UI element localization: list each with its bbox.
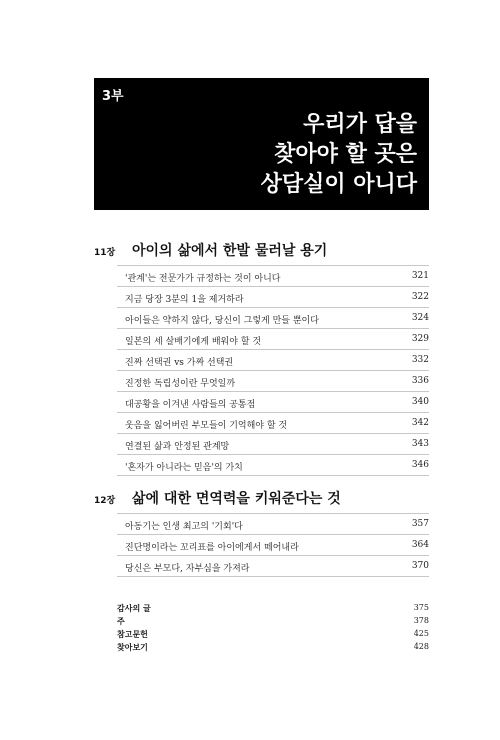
chapter-11 <box>94 240 429 476</box>
entry-page: 324 <box>411 313 429 323</box>
chapter-heading <box>94 240 429 264</box>
entry-title: '관계'는 전문가가 규정하는 것이 아니다 <box>125 274 281 284</box>
entry-title: 일본의 세 살배기에게 배워야 할 것 <box>125 337 262 347</box>
entry-title: 당신은 부모다, 자부심을 가져라 <box>125 564 250 574</box>
entry-title: 아이들은 약하지 않다, 당신이 그렇게 만들 뿐이다 <box>125 316 319 326</box>
back-matter-page: 378 <box>413 616 429 625</box>
entry-title: '혼자가 아니라는 믿음'의 가치 <box>125 463 243 473</box>
part-title-line: 찾아야 할 곳은 <box>274 142 417 167</box>
chapter-entries <box>117 513 429 577</box>
entry-page: 332 <box>411 355 429 365</box>
entry-page: 340 <box>411 397 429 407</box>
chapter-entries <box>117 265 429 476</box>
back-matter-page: 425 <box>413 629 429 638</box>
entry-title: 웃음을 잃어버린 부모들이 기억해야 할 것 <box>125 421 288 431</box>
chapter-title: 아이의 삶에서 한발 물러날 용기 <box>132 243 328 259</box>
back-matter-item[interactable] <box>117 615 429 628</box>
entry-title: 지금 당장 3분의 1을 제거하라 <box>125 295 244 305</box>
entry-page: 370 <box>411 561 429 571</box>
chapter-heading <box>94 488 429 512</box>
back-matter-page: 428 <box>413 642 429 651</box>
toc-entry[interactable] <box>117 265 429 287</box>
chapter-number: 11장 <box>94 248 116 258</box>
entry-page: 322 <box>411 292 429 302</box>
toc-entry[interactable] <box>117 308 429 329</box>
toc-entry[interactable] <box>117 329 429 350</box>
part-title-line: 상담실이 아니다 <box>260 172 417 197</box>
toc-entry[interactable] <box>117 455 429 476</box>
toc-entry[interactable] <box>117 287 429 308</box>
entry-page: 321 <box>411 271 429 281</box>
toc-entry[interactable] <box>117 392 429 413</box>
chapter-number: 12장 <box>94 496 116 506</box>
entry-title: 진단명이라는 꼬리표를 아이에게서 떼어내라 <box>125 543 299 553</box>
entry-page: 364 <box>411 540 429 550</box>
entry-page: 329 <box>411 334 429 344</box>
toc-entry[interactable] <box>117 556 429 577</box>
part-title <box>261 110 417 200</box>
entry-page: 357 <box>411 519 429 529</box>
back-matter-page: 375 <box>413 603 429 612</box>
entry-page: 343 <box>411 439 429 449</box>
back-matter-title: 참고문헌 <box>117 630 148 639</box>
back-matter-title: 감사의 글 <box>117 604 151 613</box>
toc-entry[interactable] <box>117 413 429 434</box>
chapter-title: 삶에 대한 면역력을 키워준다는 것 <box>132 491 341 507</box>
toc-entry[interactable] <box>117 371 429 392</box>
part-label: 3부 <box>102 89 124 104</box>
toc-entry[interactable] <box>117 350 429 371</box>
entry-title: 대공황을 이겨낸 사람들의 공통점 <box>125 400 256 410</box>
entry-title: 아동기는 인생 최고의 '기회'다 <box>125 522 243 532</box>
entry-title: 연결된 삶과 안정된 관계망 <box>125 442 230 452</box>
part-banner <box>94 78 429 210</box>
back-matter-title: 찾아보기 <box>117 643 148 652</box>
entry-title: 진짜 선택권 vs 가짜 선택권 <box>125 358 234 368</box>
toc-entry[interactable] <box>117 513 429 535</box>
back-matter-item[interactable] <box>117 641 429 654</box>
back-matter <box>117 602 429 654</box>
entry-page: 342 <box>411 418 429 428</box>
entry-title: 진정한 독립성이란 무엇일까 <box>125 379 236 389</box>
back-matter-item[interactable] <box>117 602 429 615</box>
back-matter-item[interactable] <box>117 628 429 641</box>
entry-page: 346 <box>411 460 429 470</box>
chapter-12 <box>94 488 429 577</box>
toc-entry[interactable] <box>117 434 429 455</box>
entry-page: 336 <box>411 376 429 386</box>
back-matter-title: 주 <box>117 617 125 626</box>
toc-entry[interactable] <box>117 535 429 556</box>
part-title-line: 우리가 답을 <box>303 112 417 137</box>
